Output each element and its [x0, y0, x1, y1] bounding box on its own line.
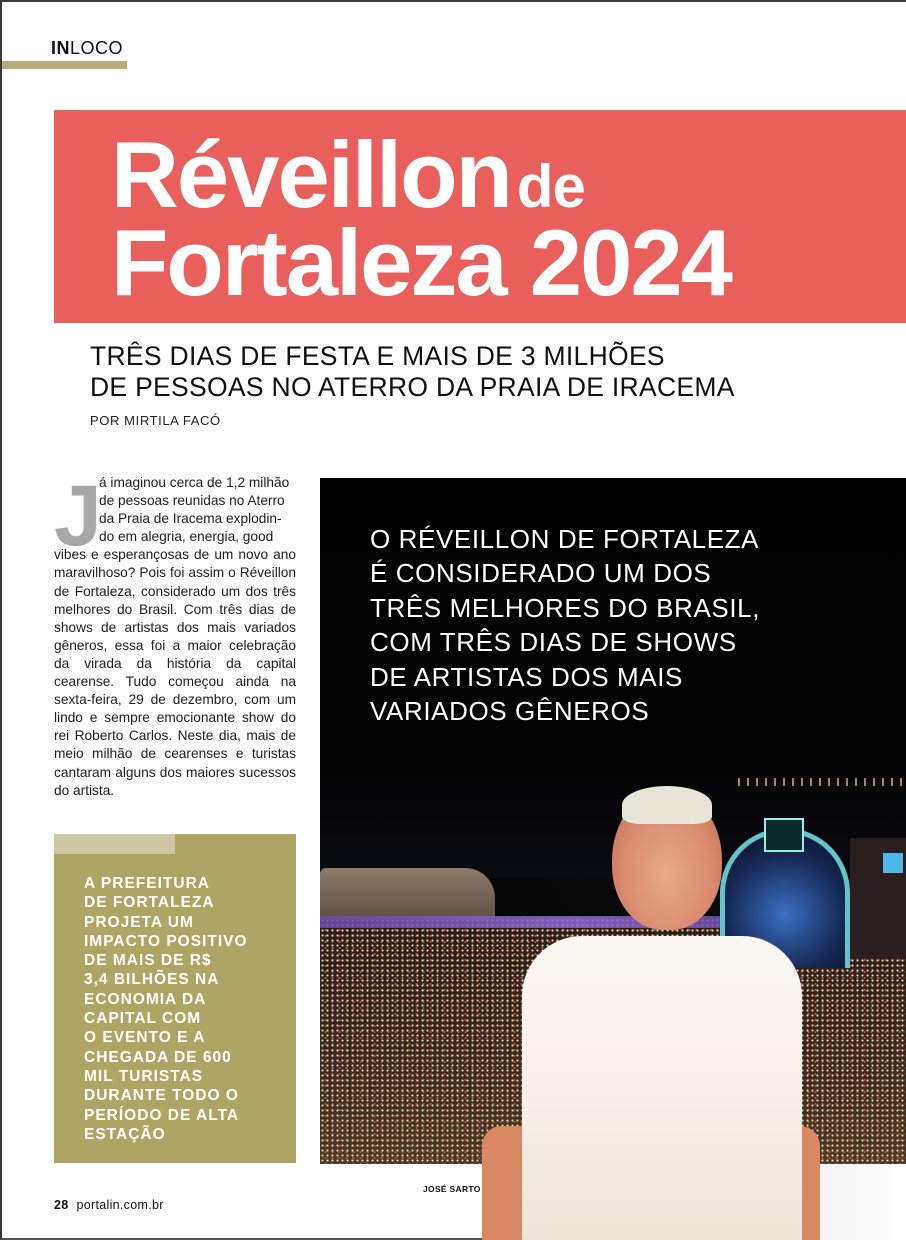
person-hair: [622, 786, 712, 824]
headline-banner: [54, 110, 906, 323]
article-body: [54, 468, 296, 800]
subheadline-line-2: DE PESSOAS NO ATERRO DA PRAIA DE IRACEMA: [90, 372, 735, 402]
overlay-quote-line: VARIADOS GÊNEROS: [370, 696, 650, 727]
drop-cap: J: [54, 468, 102, 564]
overlay-quote-line: DE ARTISTAS DOS MAIS: [370, 661, 683, 692]
subheadline-line-1: TRÊS DIAS DE FESTA E MAIS DE 3 MILHÕES: [90, 341, 665, 371]
headline-small-word: de: [516, 153, 585, 220]
pull-quote-box: [54, 834, 296, 1163]
pull-quote-line: IMPACTO POSITIVO: [84, 932, 248, 950]
headline-line-2: Fortaleza 2024: [111, 210, 731, 315]
photo-credit: JOSÉ SARTO: [423, 1184, 481, 1194]
pull-quote-line: PERÍODO DE ALTA: [84, 1106, 240, 1124]
pull-quote-line: O EVENTO E A: [84, 1029, 206, 1047]
photo-stadium: [320, 868, 495, 920]
section-accent-bar: [2, 61, 127, 69]
overlay-quote-line: O RÉVEILLON DE FORTALEZA: [370, 524, 760, 554]
pull-quote-line: DE FORTALEZA: [84, 894, 215, 912]
headline-main-word: Réveillon: [111, 122, 511, 227]
overlay-quote-line: É CONSIDERADO UM DOS: [370, 558, 712, 589]
section-label-bold: IN: [51, 38, 70, 58]
pull-quote-line: MIL TURISTAS: [84, 1067, 204, 1085]
photo-city-lights: [738, 778, 906, 786]
article-paragraph: vibes e esperançosas de um novo ano maravilhoso? Pois foi assim o Réveillon de Fortaleza, considerado um dos três melhores do Brasil. Com três dias de shows de artistas dos mais variados gêneros, essa foi a maior celebração da virada da história da capital cearense. Tudo começou ainda na sexta-feira, 29 de dezembro, com um lindo e sempre emocionante show do rei Roberto Carlos. Neste dia, mais de meio milhão de cearenses e turistas cantaram alguns dos maiores sucessos do artista.: [54, 547, 296, 798]
article-line: á imaginou cerca de 1,2 milhão: [99, 475, 290, 490]
section-label-light: LOCO: [70, 38, 124, 58]
pull-quote-line: ECONOMIA DA: [84, 990, 207, 1008]
subheadline: [90, 341, 735, 403]
overlay-quote-line: COM TRÊS DIAS DE SHOWS: [370, 627, 737, 658]
pull-quote-line: A PREFEITURA: [84, 875, 210, 892]
byline: POR MIRTILA FACÓ: [90, 413, 221, 428]
footer-site[interactable]: portalin.com.br: [76, 1198, 164, 1212]
section-label: [51, 38, 123, 59]
pull-quote-line: DE MAIS DE R$: [84, 952, 212, 970]
article-line: da Praia de Iracema explodin-: [99, 511, 282, 527]
pull-quote-line: CHEGADA DE 600: [84, 1048, 232, 1066]
page-footer: [54, 1198, 164, 1212]
pull-quote-line: ESTAÇÃO: [84, 1125, 166, 1143]
overlay-quote-line: TRÊS MELHORES DO BRASIL,: [370, 592, 761, 623]
photo-overlay-quote: [370, 522, 790, 728]
article-line: de pessoas reunidas no Aterro: [99, 493, 285, 509]
pull-quote-text: [84, 874, 284, 1144]
person-cutout: [482, 786, 832, 1240]
pull-quote-line: 3,4 BILHÕES NA: [84, 971, 220, 989]
page-number: 28: [54, 1198, 69, 1212]
pull-quote-line: DURANTE TODO O: [84, 1087, 239, 1105]
article-line: do em alegria, energia, good: [99, 529, 274, 545]
pull-quote-tab: [54, 834, 175, 854]
photo-screen: [883, 853, 903, 873]
pull-quote-line: CAPITAL COM: [84, 1010, 202, 1028]
person-white-shirt: [522, 936, 802, 1240]
pull-quote-line: PROJETA UM: [84, 913, 194, 931]
